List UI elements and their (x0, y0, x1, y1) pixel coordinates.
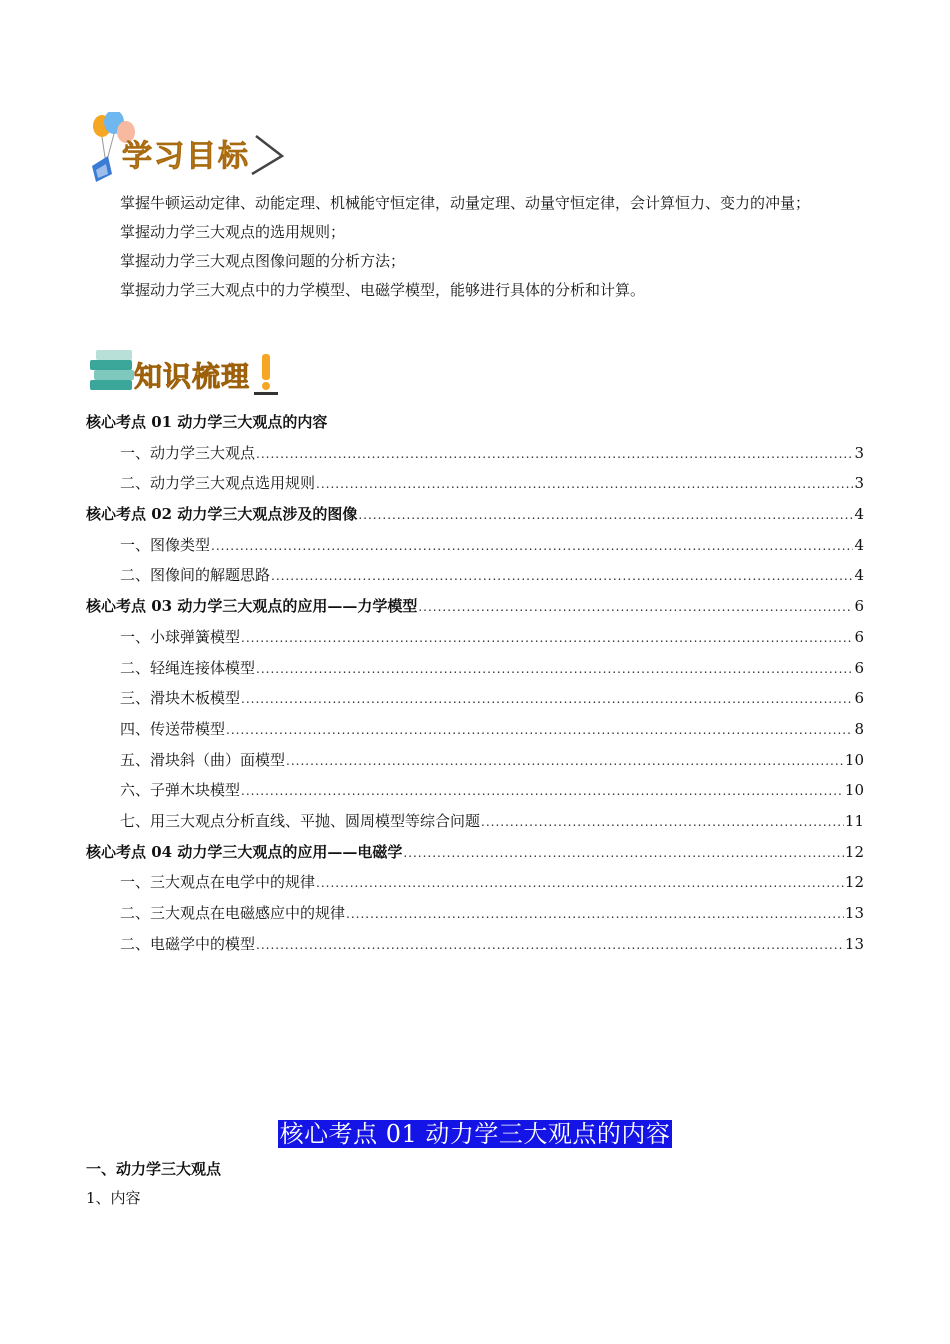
goal-2: 掌握动力学三大观点的选用规则； (120, 223, 346, 241)
toc-entry[interactable] (86, 902, 864, 933)
toc-entry-label: 二、轻绳连接体模型 (120, 658, 256, 677)
goal-3: 掌握动力学三大观点图像问题的分析方法； (120, 252, 406, 270)
toc-leader-dots (271, 569, 853, 583)
toc-entry[interactable] (86, 810, 864, 841)
toc-page-number: 12 (844, 873, 864, 892)
toc-entry-label: 二、图像间的解题思路 (120, 566, 271, 585)
toc-entry-label: 一、图像类型 (120, 535, 211, 554)
section-heading: 一、动力学三大观点 (86, 1160, 222, 1178)
section-title-bar (0, 1114, 950, 1149)
toc-entry-label: 核心考点 04 动力学三大观点的应用——电磁学 (86, 842, 403, 861)
toc-entry-label: 二、三大观点在电磁感应中的规律 (120, 904, 346, 922)
toc-page-number: 4 (854, 566, 864, 585)
toc-page-number: 4 (854, 535, 864, 554)
toc-page-number: 3 (854, 443, 864, 462)
toc-entry[interactable] (86, 718, 864, 749)
toc-entry[interactable] (86, 749, 864, 780)
goals-paragraph (86, 189, 858, 305)
toc-leader-dots (256, 447, 853, 461)
toc-leader-dots (256, 938, 844, 952)
toc-entry[interactable] (86, 779, 864, 810)
toc-entry-label: 一、三大观点在电学中的规律 (120, 873, 316, 892)
table-of-contents (86, 411, 864, 963)
toc-entry-label: 一、小球弹簧模型 (120, 627, 241, 646)
toc-entry[interactable] (86, 687, 864, 718)
toc-entry[interactable] (86, 411, 864, 442)
toc-leader-dots (241, 784, 844, 798)
toc-page-number: 13 (844, 934, 864, 953)
toc-leader-dots (316, 477, 853, 491)
toc-entry[interactable] (86, 503, 864, 534)
toc-page-number: 6 (854, 627, 864, 646)
toc-page-number: 3 (854, 474, 864, 493)
toc-entry-label: 核心考点 01 动力学三大观点的内容 (86, 413, 328, 431)
toc-entry[interactable] (86, 472, 864, 503)
toc-leader-dots (346, 907, 844, 921)
toc-page-number: 11 (844, 811, 864, 830)
toc-leader-dots (286, 754, 844, 768)
toc-entry[interactable] (86, 595, 864, 626)
toc-page-number: 6 (854, 597, 864, 616)
toc-leader-dots (358, 508, 853, 522)
toc-entry-label: 二、动力学三大观点选用规则 (120, 474, 316, 493)
toc-leader-dots (256, 662, 853, 676)
toc-leader-dots (403, 846, 844, 860)
toc-entry[interactable] (86, 841, 864, 872)
toc-entry[interactable] (86, 871, 864, 902)
toc-entry-label: 核心考点 02 动力学三大观点涉及的图像 (86, 505, 358, 524)
toc-entry[interactable] (86, 626, 864, 657)
toc-entry-label: 七、用三大观点分析直线、平抛、圆周模型等综合问题 (120, 811, 481, 830)
learning-goals-banner (86, 112, 296, 184)
toc-entry[interactable] (86, 933, 864, 964)
toc-page-number: 6 (854, 689, 864, 708)
toc-leader-dots (241, 631, 853, 645)
toc-page-number: 8 (854, 719, 864, 738)
pin-icon (254, 354, 278, 395)
section-subheading: 1、内容 (86, 1189, 141, 1207)
goal-1: 掌握牛顿运动定律、动能定理、机械能守恒定律，动量定理、动量守恒定律，会计算恒力、变力的冲量； (120, 194, 811, 212)
toc-entry-label: 六、子弹木块模型 (120, 781, 241, 800)
toc-entry-label: 五、滑块斜（曲）面模型 (120, 750, 286, 769)
toc-entry[interactable] (86, 564, 864, 595)
knowledge-banner (86, 340, 306, 412)
toc-entry-label: 四、传送带模型 (120, 719, 226, 738)
section-title: 核心考点 01 动力学三大观点的内容 (279, 1120, 671, 1148)
toc-leader-dots (226, 723, 853, 737)
balloon-icon (86, 112, 296, 184)
toc-entry-label: 核心考点 03 动力学三大观点的应用——力学模型 (86, 597, 418, 616)
toc-entry-label: 一、动力学三大观点 (120, 443, 256, 462)
toc-entry-label: 二、电磁学中的模型 (120, 934, 256, 953)
toc-entry[interactable] (86, 657, 864, 688)
toc-page-number: 12 (844, 842, 864, 861)
toc-entry[interactable] (86, 534, 864, 565)
toc-page-number: 13 (844, 904, 864, 922)
toc-entry[interactable] (86, 442, 864, 473)
toc-entry-label: 三、滑块木板模型 (120, 689, 241, 708)
toc-page-number: 10 (844, 750, 864, 769)
toc-page-number: 10 (844, 781, 864, 800)
books-icon (86, 340, 306, 404)
knowledge-title: 知识梳理 (134, 360, 251, 393)
learning-goals-title: 学习目标 (122, 139, 250, 174)
toc-leader-dots (418, 600, 853, 614)
goal-4: 掌握动力学三大观点中的力学模型、电磁学模型，能够进行具体的分析和计算。 (120, 281, 646, 299)
toc-leader-dots (211, 539, 853, 553)
toc-page-number: 4 (854, 505, 864, 524)
toc-leader-dots (241, 692, 853, 706)
toc-leader-dots (316, 876, 844, 890)
toc-page-number: 6 (854, 658, 864, 677)
toc-leader-dots (481, 815, 844, 829)
